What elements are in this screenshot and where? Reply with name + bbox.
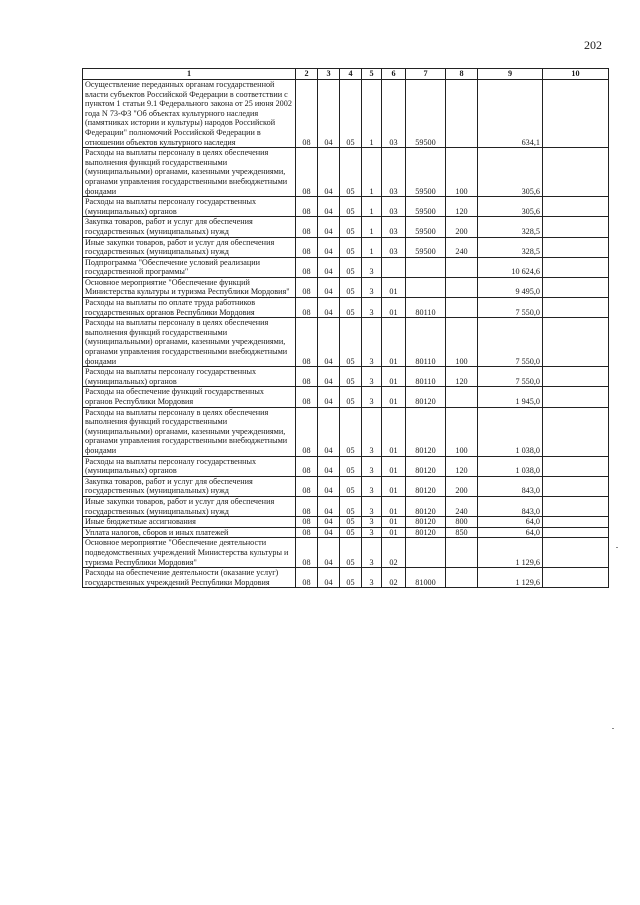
column-header: 1 [83, 69, 296, 80]
code-cell: 3 [362, 318, 382, 367]
code-cell: 08 [296, 367, 318, 387]
code-cell: 01 [382, 476, 406, 496]
code-cell: 200 [446, 217, 478, 237]
empty-cell [543, 80, 609, 148]
page-number: 202 [584, 38, 602, 52]
code-cell: 850 [446, 527, 478, 538]
row-name-cell: Осуществление переданных органам государственной власти субъектов Российской Федерации в соответствии с пунктом 1 статьи 9.1 Федерального закона от 25 июня 2002 года N 73-ФЗ "Об объектах культурного наследия (памятниках истории и культуры) народов Российской Федерации" полномочий Российской Федерации в отношении объектов культурного наследия [83, 80, 296, 148]
code-cell: 04 [318, 367, 340, 387]
table-row [83, 80, 609, 148]
code-cell [446, 277, 478, 297]
code-cell: 04 [318, 456, 340, 476]
amount-cell: 7 550,0 [478, 318, 543, 367]
code-cell: 05 [340, 456, 362, 476]
code-cell: 01 [382, 496, 406, 516]
code-cell: 04 [318, 476, 340, 496]
table-row [83, 407, 609, 456]
row-name-cell: Основное мероприятие "Обеспечение деятельности подведомственных учреждений Министерства культуры и туризма Республики Мордовия" [83, 538, 296, 568]
empty-cell [543, 517, 609, 528]
code-cell: 01 [382, 298, 406, 318]
code-cell: 05 [340, 298, 362, 318]
code-cell: 80120 [406, 476, 446, 496]
code-cell: 04 [318, 387, 340, 407]
code-cell: 04 [318, 217, 340, 237]
code-cell: 59500 [406, 237, 446, 257]
code-cell: 80120 [406, 387, 446, 407]
empty-cell [543, 476, 609, 496]
table-row [83, 476, 609, 496]
empty-cell [543, 237, 609, 257]
code-cell: 05 [340, 257, 362, 277]
row-name-cell: Расходы на выплаты персоналу государственных (муниципальных) органов [83, 197, 296, 217]
code-cell: 01 [382, 387, 406, 407]
code-cell: 05 [340, 197, 362, 217]
row-name-cell: Уплата налогов, сборов и иных платежей [83, 527, 296, 538]
code-cell: 08 [296, 277, 318, 297]
amount-cell: 843,0 [478, 476, 543, 496]
code-cell: 100 [446, 407, 478, 456]
empty-cell [543, 387, 609, 407]
code-cell: 3 [362, 496, 382, 516]
row-name-cell: Расходы на выплаты персоналу в целях обеспечения выполнения функций государственными (муниципальными) органами, казенными учреждениями, органами управления государственными внебюджетными фондами [83, 407, 296, 456]
code-cell: 01 [382, 277, 406, 297]
empty-cell [543, 496, 609, 516]
amount-cell: 634,1 [478, 80, 543, 148]
amount-cell: 9 495,0 [478, 277, 543, 297]
code-cell: 3 [362, 367, 382, 387]
code-cell: 120 [446, 456, 478, 476]
table-row [83, 367, 609, 387]
code-cell: 120 [446, 367, 478, 387]
code-cell: 03 [382, 148, 406, 197]
code-cell: 80110 [406, 298, 446, 318]
code-cell: 01 [382, 456, 406, 476]
amount-cell: 7 550,0 [478, 298, 543, 318]
scan-mark [616, 547, 618, 548]
table-row [83, 217, 609, 237]
code-cell: 80120 [406, 496, 446, 516]
code-cell: 04 [318, 80, 340, 148]
code-cell: 03 [382, 217, 406, 237]
row-name-cell: Расходы на выплаты персоналу государственных (муниципальных) органов [83, 456, 296, 476]
budget-table [82, 68, 609, 588]
column-header: 7 [406, 69, 446, 80]
row-name-cell: Расходы на обеспечение деятельности (оказание услуг) государственных учреждений Республики Мордовия [83, 568, 296, 588]
column-header: 2 [296, 69, 318, 80]
code-cell: 3 [362, 387, 382, 407]
amount-cell: 1 038,0 [478, 407, 543, 456]
row-name-cell: Иные закупки товаров, работ и услуг для обеспечения государственных (муниципальных) нужд [83, 237, 296, 257]
amount-cell: 843,0 [478, 496, 543, 516]
code-cell: 08 [296, 257, 318, 277]
code-cell: 08 [296, 217, 318, 237]
code-cell: 08 [296, 298, 318, 318]
empty-cell [543, 367, 609, 387]
code-cell: 05 [340, 237, 362, 257]
code-cell: 04 [318, 527, 340, 538]
code-cell: 08 [296, 148, 318, 197]
code-cell: 1 [362, 148, 382, 197]
code-cell: 120 [446, 197, 478, 217]
code-cell: 08 [296, 318, 318, 367]
code-cell: 3 [362, 476, 382, 496]
amount-cell: 328,5 [478, 217, 543, 237]
row-name-cell: Расходы на обеспечение функций государственных органов Республики Мордовия [83, 387, 296, 407]
table-row [83, 456, 609, 476]
code-cell: 3 [362, 257, 382, 277]
code-cell: 100 [446, 318, 478, 367]
empty-cell [543, 318, 609, 367]
code-cell: 08 [296, 496, 318, 516]
code-cell: 08 [296, 476, 318, 496]
code-cell: 05 [340, 527, 362, 538]
row-name-cell: Расходы на выплаты персоналу в целях обеспечения выполнения функций государственными (муниципальными) органами, казенными учреждениями, органами управления государственными внебюджетными фондами [83, 318, 296, 367]
empty-cell [543, 197, 609, 217]
empty-cell [543, 527, 609, 538]
code-cell: 02 [382, 538, 406, 568]
code-cell: 3 [362, 407, 382, 456]
row-name-cell: Иные закупки товаров, работ и услуг для обеспечения государственных (муниципальных) нужд [83, 496, 296, 516]
code-cell: 1 [362, 197, 382, 217]
column-header: 8 [446, 69, 478, 80]
code-cell: 05 [340, 318, 362, 367]
column-header: 9 [478, 69, 543, 80]
table-row [83, 197, 609, 217]
code-cell: 1 [362, 80, 382, 148]
table-row [83, 496, 609, 516]
empty-cell [543, 568, 609, 588]
code-cell: 240 [446, 496, 478, 516]
empty-cell [543, 217, 609, 237]
row-name-cell: Основное мероприятие "Обеспечение функций Министерства культуры и туризма Республики Мордовия" [83, 277, 296, 297]
code-cell: 08 [296, 527, 318, 538]
code-cell: 04 [318, 318, 340, 367]
code-cell: 3 [362, 456, 382, 476]
empty-cell [543, 538, 609, 568]
row-name-cell: Расходы на выплаты персоналу в целях обеспечения выполнения функций государственными (муниципальными) органами, казенными учреждениями, органами управления государственными внебюджетными фондами [83, 148, 296, 197]
table-row [83, 298, 609, 318]
amount-cell: 305,6 [478, 148, 543, 197]
amount-cell: 328,5 [478, 237, 543, 257]
code-cell: 04 [318, 237, 340, 257]
code-cell: 08 [296, 538, 318, 568]
code-cell: 08 [296, 568, 318, 588]
code-cell: 08 [296, 197, 318, 217]
code-cell: 08 [296, 407, 318, 456]
code-cell: 3 [362, 277, 382, 297]
code-cell: 03 [382, 80, 406, 148]
column-header: 6 [382, 69, 406, 80]
row-name-cell: Расходы на выплаты по оплате труда работников государственных органов Республики Мордовия [83, 298, 296, 318]
code-cell: 1 [362, 217, 382, 237]
table-row [83, 257, 609, 277]
code-cell: 59500 [406, 197, 446, 217]
amount-cell: 1 129,6 [478, 568, 543, 588]
column-header: 10 [543, 69, 609, 80]
code-cell: 240 [446, 237, 478, 257]
code-cell: 04 [318, 538, 340, 568]
code-cell: 04 [318, 407, 340, 456]
code-cell: 01 [382, 407, 406, 456]
code-cell [446, 80, 478, 148]
code-cell [406, 257, 446, 277]
table-row [83, 538, 609, 568]
code-cell: 05 [340, 80, 362, 148]
amount-cell: 7 550,0 [478, 367, 543, 387]
code-cell: 3 [362, 538, 382, 568]
empty-cell [543, 148, 609, 197]
code-cell: 80110 [406, 318, 446, 367]
code-cell: 05 [340, 217, 362, 237]
row-name-cell: Иные бюджетные ассигнования [83, 517, 296, 528]
amount-cell: 64,0 [478, 527, 543, 538]
code-cell: 100 [446, 148, 478, 197]
column-header: 3 [318, 69, 340, 80]
code-cell: 200 [446, 476, 478, 496]
column-header: 5 [362, 69, 382, 80]
code-cell: 05 [340, 367, 362, 387]
code-cell: 80120 [406, 527, 446, 538]
code-cell: 03 [382, 237, 406, 257]
code-cell: 05 [340, 538, 362, 568]
code-cell: 04 [318, 568, 340, 588]
table-row [83, 527, 609, 538]
code-cell [406, 538, 446, 568]
code-cell: 59500 [406, 148, 446, 197]
code-cell: 08 [296, 456, 318, 476]
code-cell: 08 [296, 387, 318, 407]
table-row [83, 318, 609, 367]
code-cell: 05 [340, 496, 362, 516]
table-row [83, 517, 609, 528]
scan-mark [612, 728, 614, 729]
table-header-row [83, 69, 609, 80]
code-cell: 05 [340, 387, 362, 407]
code-cell [406, 277, 446, 297]
empty-cell [543, 407, 609, 456]
code-cell: 04 [318, 148, 340, 197]
code-cell: 3 [362, 527, 382, 538]
code-cell: 04 [318, 257, 340, 277]
code-cell: 04 [318, 197, 340, 217]
code-cell: 05 [340, 277, 362, 297]
table-row [83, 277, 609, 297]
column-header: 4 [340, 69, 362, 80]
empty-cell [543, 277, 609, 297]
code-cell: 01 [382, 318, 406, 367]
code-cell: 3 [362, 298, 382, 318]
amount-cell: 1 038,0 [478, 456, 543, 476]
code-cell: 08 [296, 80, 318, 148]
code-cell: 80120 [406, 407, 446, 456]
code-cell: 05 [340, 517, 362, 528]
code-cell: 80120 [406, 456, 446, 476]
code-cell: 800 [446, 517, 478, 528]
table-row [83, 568, 609, 588]
code-cell [446, 257, 478, 277]
amount-cell: 1 945,0 [478, 387, 543, 407]
code-cell: 59500 [406, 80, 446, 148]
code-cell: 05 [340, 568, 362, 588]
code-cell: 01 [382, 527, 406, 538]
code-cell: 3 [362, 517, 382, 528]
code-cell: 01 [382, 517, 406, 528]
empty-cell [543, 456, 609, 476]
amount-cell: 305,6 [478, 197, 543, 217]
code-cell: 08 [296, 517, 318, 528]
code-cell: 03 [382, 197, 406, 217]
amount-cell: 10 624,6 [478, 257, 543, 277]
code-cell [446, 298, 478, 318]
code-cell: 01 [382, 367, 406, 387]
code-cell: 04 [318, 277, 340, 297]
code-cell: 04 [318, 298, 340, 318]
row-name-cell: Расходы на выплаты персоналу государственных (муниципальных) органов [83, 367, 296, 387]
code-cell: 04 [318, 517, 340, 528]
code-cell: 81000 [406, 568, 446, 588]
code-cell: 3 [362, 568, 382, 588]
code-cell: 05 [340, 148, 362, 197]
code-cell: 1 [362, 237, 382, 257]
row-name-cell: Закупка товаров, работ и услуг для обеспечения государственных (муниципальных) нужд [83, 476, 296, 496]
code-cell: 02 [382, 568, 406, 588]
code-cell: 59500 [406, 217, 446, 237]
amount-cell: 64,0 [478, 517, 543, 528]
code-cell: 80110 [406, 367, 446, 387]
code-cell: 05 [340, 407, 362, 456]
code-cell [446, 387, 478, 407]
code-cell: 80120 [406, 517, 446, 528]
empty-cell [543, 298, 609, 318]
table-row [83, 237, 609, 257]
code-cell [382, 257, 406, 277]
row-name-cell: Подпрограмма "Обеспечение условий реализации государственной программы" [83, 257, 296, 277]
empty-cell [543, 257, 609, 277]
table-row [83, 387, 609, 407]
table-row [83, 148, 609, 197]
amount-cell: 1 129,6 [478, 538, 543, 568]
row-name-cell: Закупка товаров, работ и услуг для обеспечения государственных (муниципальных) нужд [83, 217, 296, 237]
code-cell [446, 538, 478, 568]
code-cell: 05 [340, 476, 362, 496]
code-cell [446, 568, 478, 588]
code-cell: 04 [318, 496, 340, 516]
code-cell: 08 [296, 237, 318, 257]
